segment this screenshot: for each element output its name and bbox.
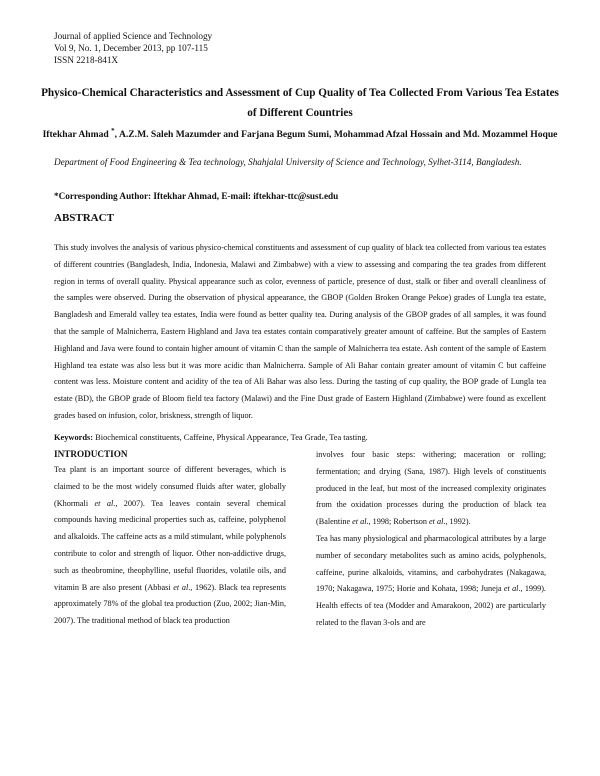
italic-run: et al	[503, 584, 519, 594]
text-run: ., 2007). Tea leaves contain several chemical compounds having medicinal properties such as, caffeine, polyphenol and alkaloids. The caffeine acts as a mild stimulant, while polyphenols contribute to color and strength of liquor. Other non-addictive drugs, such as theobromine, theophylline, useful fluorides, volatile oils, and vitamin B are also present (Abbasi	[54, 498, 286, 592]
keywords	[54, 432, 546, 444]
journal-volume: Vol 9, No. 1, December 2013, pp 107-115	[54, 43, 208, 53]
author-list	[40, 121, 560, 145]
text-run: ., 1998; Robertson	[366, 517, 430, 527]
text-run: ., 1962). Black tea represents approximately 78% of the global tea production (Zuo, 2002; Jian-Min, 2007). The traditional method of black tea production	[54, 582, 286, 626]
corresponding-mark: *	[111, 127, 115, 135]
abstract-heading: ABSTRACT	[54, 212, 114, 224]
other-authors: , A.Z.M. Saleh Mazumder and Farjana Begum Sumi, Mohammad Afzal Hossain and Md. Mozammel Hoque	[114, 129, 558, 141]
keywords-text: Biochemical constituents, Caffeine, Physical Appearance, Tea Grade, Tea tasting.	[93, 433, 368, 442]
journal-header	[54, 30, 212, 66]
intro-paragraph-1	[54, 462, 286, 630]
text-run: involves four basic steps: withering; maceration or rolling; fermentation; and drying (Sana, 1987). High levels of constituents produced in the leaf, but most of the increased complexity originates from the oxidation processes during the production of black tea (Balentine	[316, 450, 546, 527]
intro-paragraph-1-cont	[316, 447, 546, 531]
keywords-label: Keywords:	[54, 433, 94, 442]
text-run: Tea has many physiological and pharmacological attributes by a large number of secondary metabolites such as amino acids, polyphenols, caffeine, purine alkaloids, vitamins, and carbohydrates (Nakagawa, 1970; Nakagawa, 1975; Horie and Kohata, 1998; Juneja	[316, 533, 546, 594]
intro-paragraph-2	[316, 531, 546, 632]
introduction-heading: INTRODUCTION	[54, 449, 128, 459]
affiliation: Department of Food Engineering & Tea technology, Shahjalal University of Science and Technology, Sylhet-3114, Bangladesh.	[54, 157, 522, 167]
abstract-text: This study involves the analysis of various physico-chemical constituents and assessment of cup quality of black tea collected from various tea estates of different countries (Bangladesh, India, Indonesia, Malawi and Zimbabwe) with a view to assessing and comparing the tea grades from different region in terms of overall quality. Physical appearance such as color, evenness of particle, presence of dust, stalk or fiber and overall cleanliness of the samples were observed. During the observation of physical appearance, the GBOP (Golden Broken Orange Pekoe) grades of Lungla tea estate, Bangladesh and Emerald valley tea estates, India were found as better quality tea. During analysis of the GBOP grades of all samples, it was found that the sample of Malnicherra, Eastern Highland and Java tea estates contain comparatively greater amount of caffeine. But the samples of Eastern Highland and Java were found to contain higher amount of vitamin C than the sample of Malnicherra tea estate. Ash content of the sample of Eastern Highland tea estate was also less but it was more acidic than Malnicherra. Sample of Ali Bahar contain greater amount of vitamin C but caffeine content was less. Moisture content and acidity of the tea of Ali Bahar was also less. During the tasting of cup quality, the BOP grade of Lungla tea estate (BD), the GBOP grade of Bloom field tea factory (Malawi) and the Fine Dust grade of Eastern Highland (Zimbabwe) were found as excellent grades based on infusion, color, briskness, strength of liquor.	[54, 243, 546, 420]
journal-name: Journal of applied Science and Technology	[54, 31, 213, 41]
italic-run: et al	[173, 582, 189, 592]
text-run: Tea plant is an important source of different beverages, which is claimed to be the most widely consumed fluids after water, globally (Khormali	[54, 465, 286, 508]
italic-run: et al	[429, 517, 444, 527]
text-run: ., 1992).	[443, 517, 471, 527]
text-run: ., 1999). Health effects of tea (Modder and Amarakoon, 2002) are particularly related to the flavan 3-ols and are	[316, 584, 546, 627]
italic-run: et al	[352, 517, 367, 527]
journal-issn: ISSN 2218-841X	[54, 55, 119, 65]
paper-title: Physico-Chemical Characteristics and Assessment of Cup Quality of Tea Collected From Various Tea Estates of Different Countries	[41, 87, 559, 119]
intro-column-right	[316, 447, 546, 632]
corresponding-author-name: Iftekhar Ahmad	[42, 129, 109, 141]
corresponding-author: *Corresponding Author: Iftekhar Ahmad, E-mail: iftekhar-ttc@sust.edu	[54, 191, 339, 201]
italic-run: et al	[94, 498, 114, 508]
intro-column-left	[54, 462, 286, 630]
